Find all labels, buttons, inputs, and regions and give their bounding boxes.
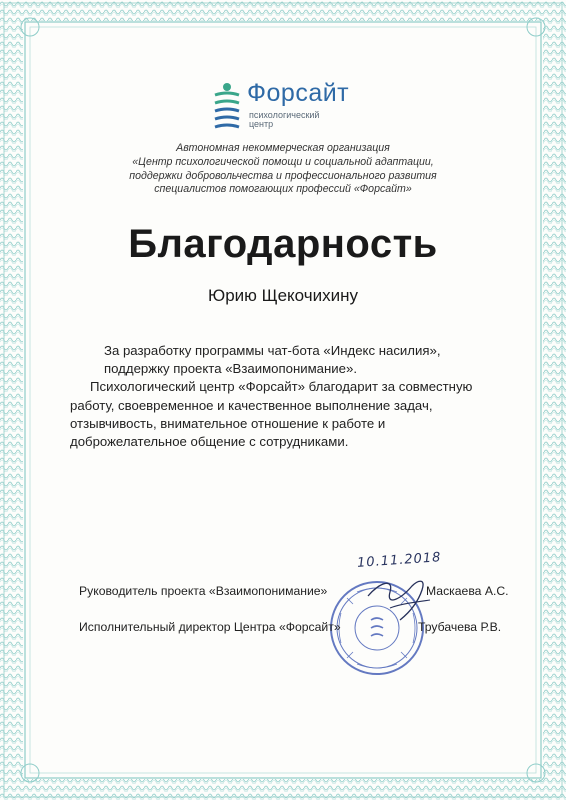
brand-subtitle: психологический центр <box>249 110 320 129</box>
recipient-name: Юрию Щекочихину <box>208 286 358 305</box>
body-paragraph-1: За разработку программы чат-бота «Индекс насилия», поддержку проекта «Взаимопонимание». <box>104 343 441 377</box>
signatory-name-1: Маскаева А.С. <box>426 584 509 598</box>
document-title: Благодарность <box>128 222 438 266</box>
signatory-row-1 <box>79 584 327 598</box>
gratitude-text <box>70 342 500 451</box>
forsait-logo <box>207 81 357 131</box>
brand-name: Форсайт <box>247 79 350 107</box>
forsait-logo-icon <box>207 81 247 131</box>
body-paragraph-2: Психологический центр «Форсайт» благодарит за совместную работу, своевременное и качественное выполнение задач, отзывчивость, внимательное отношение к работе и доброжелательное общение с сотрудниками. <box>70 379 473 450</box>
signatory-row-2 <box>79 620 341 634</box>
signatory-position: Руководитель проекта «Взаимопонимание» <box>79 584 328 598</box>
signatory-position: Исполнительный директор Центра «Форсайт» <box>79 620 341 634</box>
organization-name: Автономная некоммерческая организация «Центр психологической помощи и социальной адаптации, поддержки добровольчества и профессионального развития специалистов помогающих профессий «Форсайт» <box>129 142 437 196</box>
signatory-name-2: Трубачева Р.В. <box>418 620 502 634</box>
handwritten-date: 10.11.2018 <box>356 550 442 571</box>
